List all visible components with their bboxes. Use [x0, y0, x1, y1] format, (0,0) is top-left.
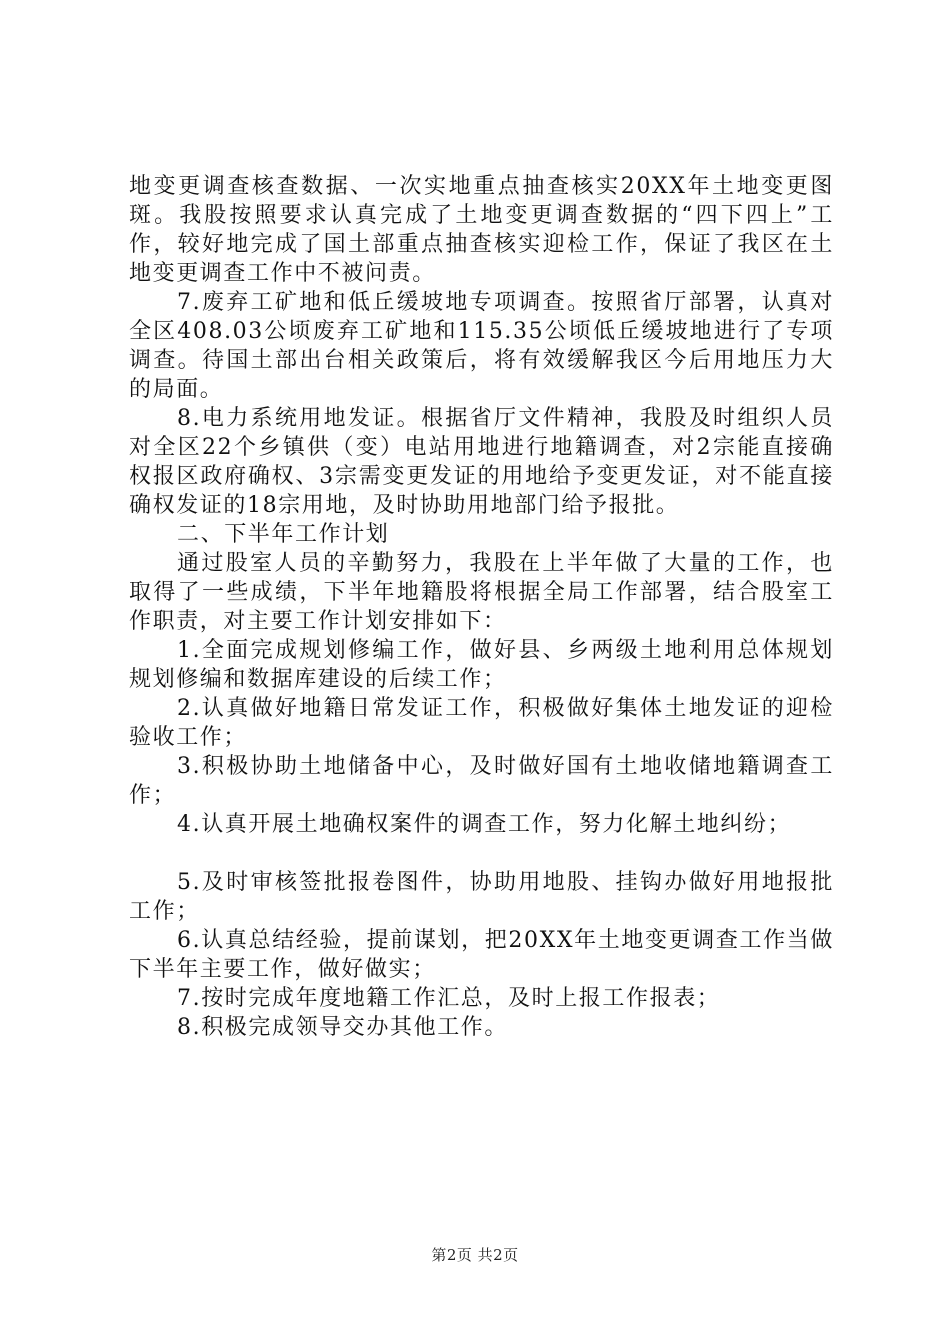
paragraph-land-survey-continuation: 地变更调查核查数据、一次实地重点抽查核实20XX年土地变更图斑。我股按照要求认真完成了土地变更调查数据的“四下四上”工作，较好地完成了国土部重点抽查核实迎检工作，保证了我区在土地变更调查工作中不被问责。	[129, 174, 834, 286]
blank-line	[129, 839, 834, 868]
plan-item-6: 6.认真总结经验，提前谋划，把20XX年土地变更调查工作当做下半年主要工作，做好做实；	[129, 928, 834, 982]
plan-item-7: 7.按时完成年度地籍工作汇总，及时上报工作报表；	[177, 986, 721, 1011]
paragraph-item-7-abandoned-mining-survey: 7.废弃工矿地和低丘缓坡地专项调查。按照省厅部署，认真对全区408.03公顷废弃工矿地和115.35公顷低丘缓坡地进行了专项调查。待国土部出台相关政策后，将有效缓解我区今后用地压力大的局面。	[129, 290, 834, 402]
plan-item-1: 1.全面完成规划修编工作，做好县、乡两级土地利用总体规划规划修编和数据库建设的后续工作；	[129, 638, 834, 692]
page-number-footer: 第2页 共2页	[431, 1246, 519, 1264]
plan-item-5: 5.及时审核签批报卷图件，协助用地股、挂钩办做好用地报批工作；	[129, 870, 834, 924]
plan-item-3: 3.积极协助土地储备中心，及时做好国有土地收储地籍调查工作；	[129, 754, 834, 808]
plan-item-8: 8.积极完成领导交办其他工作。	[177, 1015, 508, 1040]
paragraph-item-8-power-land-certification: 8.电力系统用地发证。根据省厅文件精神，我股及时组织人员对全区22个乡镇供（变）电站用地进行地籍调查，对2宗能直接确权报区政府确权、3宗需变更发证的用地给予变更发证，对不能直接确权发证的18宗用地，及时协助用地部门给予报批。	[129, 406, 834, 518]
paragraph-plan-intro: 通过股室人员的辛勤努力，我股在上半年做了大量的工作，也取得了一些成绩，下半年地籍股将根据全局工作部署，结合股室工作职责，对主要工作计划安排如下：	[129, 551, 834, 634]
plan-item-4: 4.认真开展土地确权案件的调查工作，努力化解土地纠纷；	[177, 812, 792, 837]
document-body	[129, 172, 834, 1042]
plan-item-2: 2.认真做好地籍日常发证工作，积极做好集体土地发证的迎检验收工作；	[129, 696, 834, 750]
section-heading-second-half-plan: 二、下半年工作计划	[177, 522, 390, 547]
